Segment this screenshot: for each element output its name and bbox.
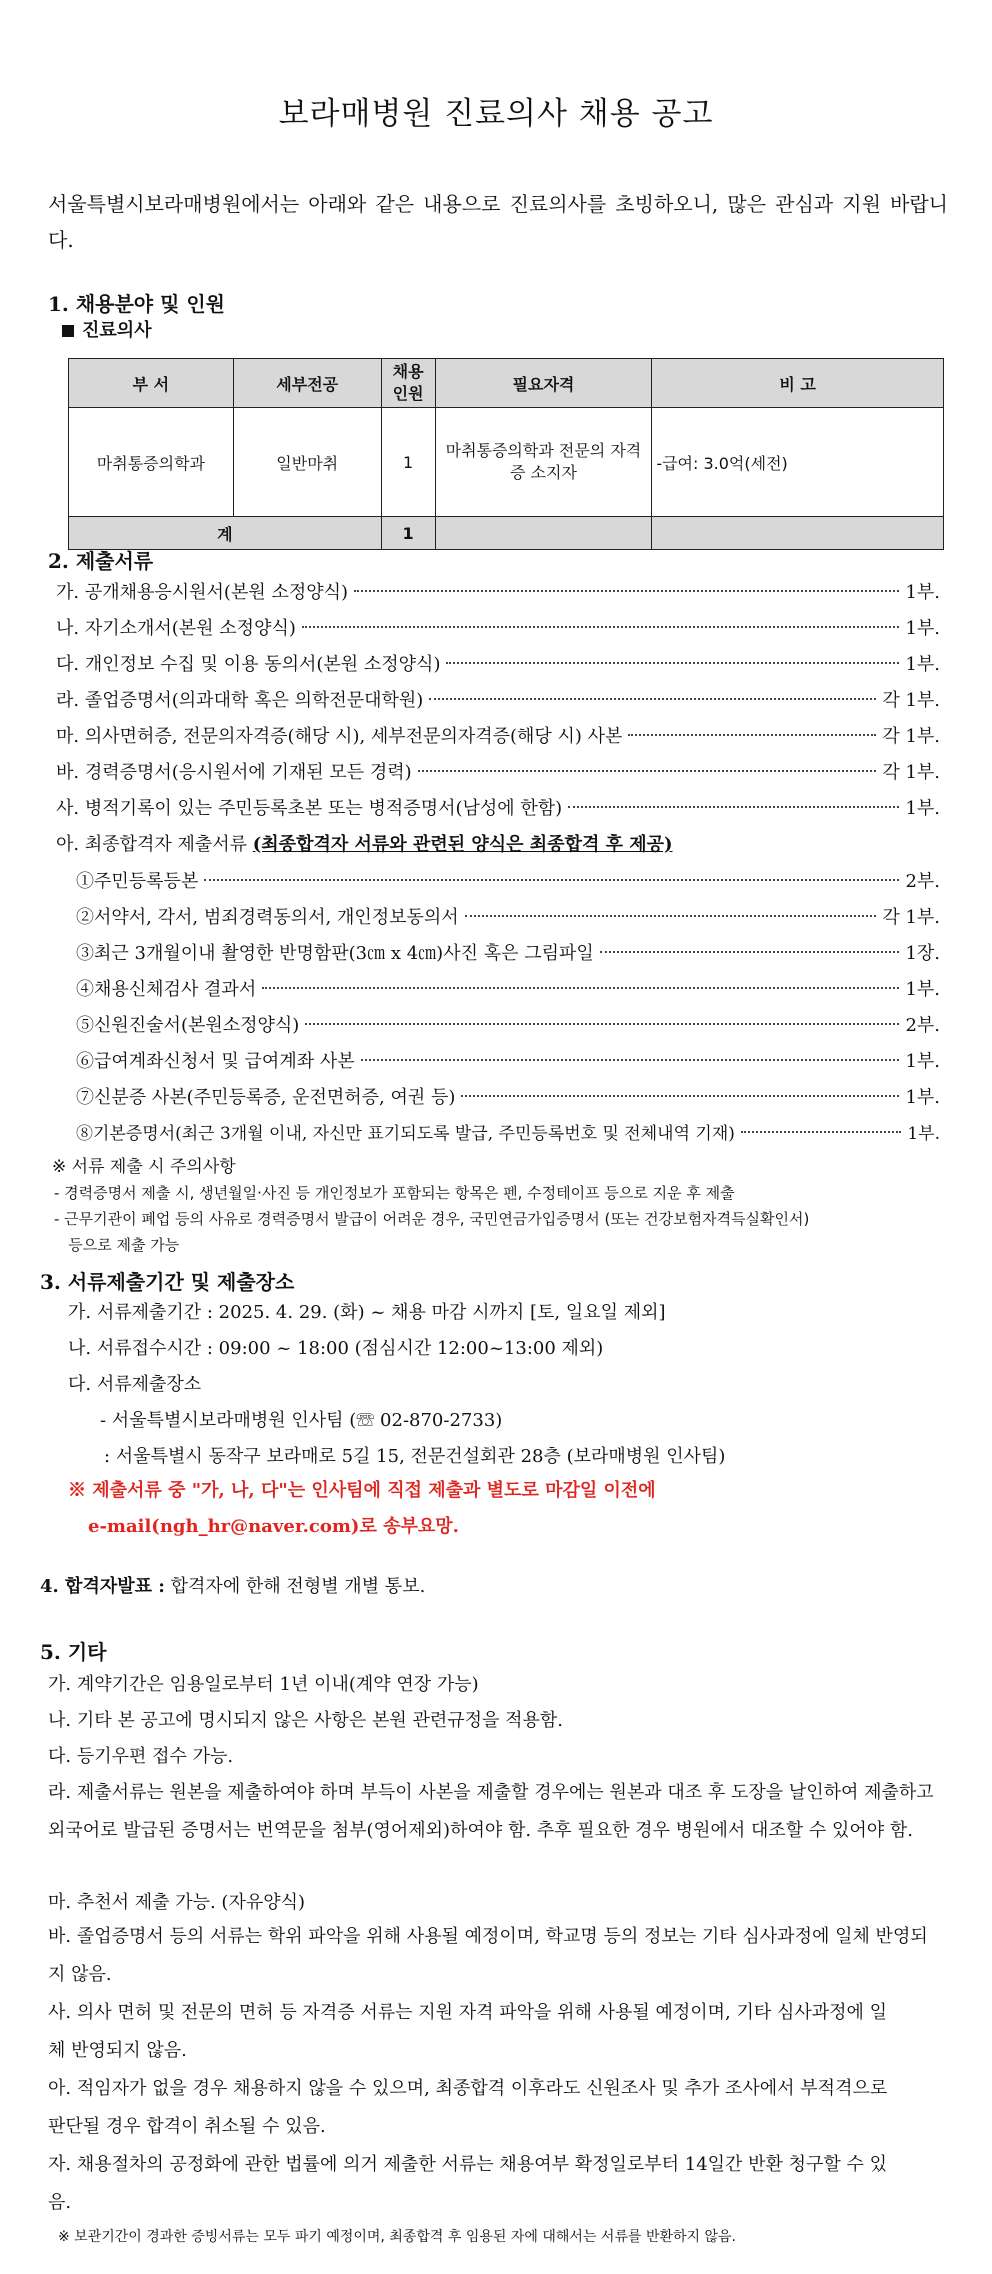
doc-item-label: 마. 의사면허증, 전문의자격증(해당 시), 세부전문의자격증(해당 시) 사본 bbox=[56, 726, 623, 747]
leader-dots bbox=[461, 1095, 899, 1097]
col-header-qualification: 필요자격 bbox=[435, 359, 652, 408]
leader-dots bbox=[418, 770, 877, 772]
total-empty-cell bbox=[652, 517, 944, 550]
doc-item-count: 1부. bbox=[905, 654, 940, 675]
submit-period: 가. 서류제출기간 : 2025. 4. 29. (화) ~ 채용 마감 시까지 [토, 일요일 제외] bbox=[68, 1302, 666, 1323]
submit-hours: 나. 서류접수시간 : 09:00 ~ 18:00 (점심시간 12:00~13:00 제외) bbox=[68, 1338, 604, 1359]
final-doc-item bbox=[76, 975, 940, 1005]
final-docs-heading bbox=[56, 830, 673, 860]
section4 bbox=[40, 1572, 425, 1602]
note-line: - 경력증명서 제출 시, 생년월일·사진 등 개인정보가 포함되는 항목은 펜, 수정테이프 등으로 지운 후 제출 bbox=[54, 1184, 735, 1202]
leader-dots bbox=[429, 698, 876, 700]
final-doc-label: ④채용신체검사 결과서 bbox=[76, 979, 257, 1000]
table-row bbox=[69, 408, 944, 517]
leader-dots bbox=[600, 951, 900, 953]
doc-item-count: 각 1부. bbox=[882, 726, 940, 747]
doc-item bbox=[56, 794, 940, 824]
total-label: 계 bbox=[69, 517, 382, 550]
recruitment-table bbox=[68, 358, 944, 550]
final-doc-label: ①주민등록등본 bbox=[76, 871, 199, 892]
leader-dots bbox=[361, 1059, 900, 1061]
doc-item-count: 각 1부. bbox=[882, 690, 940, 711]
doc-item-label: 가. 공개채용응시원서(본원 소정양식) bbox=[56, 582, 349, 603]
section4-text: 합격자에 한해 전형별 개별 통보. bbox=[170, 1576, 426, 1597]
final-doc-count: 1부. bbox=[905, 979, 940, 1000]
doc-item bbox=[56, 650, 940, 680]
leader-dots bbox=[204, 879, 899, 881]
note-line: 등으로 제출 가능 bbox=[54, 1236, 180, 1254]
doc-item-label: 바. 경력증명서(응시원서에 기재된 모든 경력) bbox=[56, 762, 412, 783]
final-doc-count: 1부. bbox=[905, 1051, 940, 1072]
submit-place-dept: - 서울특별시보라매병원 인사팀 (☏ 02-870-2733) bbox=[100, 1410, 503, 1431]
etc-item-ba: 바. 졸업증명서 등의 서류는 학위 파악을 위해 사용될 예정이며, 학교명 등의 정보는 기타 심사과정에 일체 반영되지 않음. bbox=[48, 1926, 928, 1985]
final-doc-label: ②서약서, 각서, 범죄경력동의서, 개인정보동의서 bbox=[76, 907, 459, 928]
cell-qualification: 마취통증의학과 전문의 자격증 소지자 bbox=[435, 408, 652, 517]
email-notice-address: e-mail(ngh_hr@naver.com)로 송부요망. bbox=[88, 1516, 459, 1537]
section1-heading: 1. 채용분야 및 인원 bbox=[48, 292, 226, 316]
section3-heading: 3. 서류제출기간 및 제출장소 bbox=[40, 1270, 295, 1294]
final-doc-label: ⑥급여계좌신청서 및 급여계좌 사본 bbox=[76, 1051, 355, 1072]
cell-remarks: -급여: 3.0억(세전) bbox=[652, 408, 944, 517]
table-header-row bbox=[69, 359, 944, 408]
notes-heading: ※ 서류 제출 시 주의사항 bbox=[52, 1157, 236, 1177]
doc-item-count: 각 1부. bbox=[882, 762, 940, 783]
cell-dept: 마취통증의학과 bbox=[69, 408, 234, 517]
etc-item-ma: 마. 추천서 제출 가능. (자유양식) bbox=[48, 1892, 306, 1913]
total-empty-cell bbox=[435, 517, 652, 550]
col-header-specialty: 세부전공 bbox=[233, 359, 381, 408]
leader-dots bbox=[628, 734, 876, 736]
total-value: 1 bbox=[381, 517, 435, 550]
section4-heading: 4. 합격자발표 : bbox=[40, 1576, 165, 1597]
subheading-text: 진료의사 bbox=[82, 320, 152, 341]
final-doc-count: 1부. bbox=[905, 1087, 940, 1108]
etc-item-sa: 사. 의사 면허 및 전문의 면허 등 자격증 서류는 지원 자격 파악을 위해 사용될 예정이며, 기타 심사과정에 일체 반영되지 않음. bbox=[48, 2002, 888, 2061]
doc-item bbox=[56, 758, 940, 788]
final-doc-item bbox=[76, 1011, 940, 1041]
final-doc-item bbox=[76, 1047, 940, 1077]
doc-item-count: 1부. bbox=[905, 582, 940, 603]
final-doc-label: ⑦신분증 사본(주민등록증, 운전면허증, 여권 등) bbox=[76, 1087, 456, 1108]
leader-dots bbox=[262, 987, 899, 989]
etc-item-ja: 자. 채용절차의 공정화에 관한 법률에 의거 제출한 서류는 채용여부 확정일로부터 14일간 반환 청구할 수 있음. bbox=[48, 2154, 888, 2213]
final-doc-label: ⑤신원진술서(본원소정양식) bbox=[76, 1015, 300, 1036]
doc-item-label: 사. 병적기록이 있는 주민등록초본 또는 병적증명서(남성에 한함) bbox=[56, 798, 563, 819]
doc-item bbox=[56, 722, 940, 752]
leader-dots bbox=[741, 1131, 901, 1133]
final-doc-count: 2부. bbox=[905, 1015, 940, 1036]
col-header-headcount: 채용 인원 bbox=[381, 359, 435, 408]
etc-item-ra: 라. 제출서류는 원본을 제출하여야 하며 부득이 사본을 제출할 경우에는 원본과 대조 후 도장을 날인하여 제출하고 외국어로 발급된 증명서는 번역문을 첨부(영어제외)하여야 함. 추후 필요한 경우 병원에서 대조할 수 있어야 함. bbox=[48, 1782, 934, 1841]
final-doc-label: ③최근 3개월이내 촬영한 반명함판(3㎝ x 4㎝)사진 혹은 그림파일 bbox=[76, 943, 594, 964]
col-header-dept: 부 서 bbox=[69, 359, 234, 408]
leader-dots bbox=[568, 806, 899, 808]
doc-item bbox=[56, 614, 940, 644]
cell-specialty: 일반마취 bbox=[233, 408, 381, 517]
final-doc-item bbox=[76, 903, 940, 933]
section2-heading: 2. 제출서류 bbox=[48, 549, 154, 573]
final-doc-count: 각 1부. bbox=[882, 907, 940, 928]
final-doc-item bbox=[76, 867, 940, 897]
submit-place-address: : 서울특별시 동작구 보라매로 5길 15, 전문건설회관 28층 (보라매병원 인사팀) bbox=[104, 1446, 726, 1467]
footnote: ※ 보관기간이 경과한 증빙서류는 모두 파기 예정이며, 최종합격 후 임용된 자에 대해서는 서류를 반환하지 않음. bbox=[58, 2229, 736, 2245]
etc-item-ga: 가. 계약기간은 임용일로부터 1년 이내(계약 연장 가능) bbox=[48, 1674, 479, 1695]
intro-paragraph: 서울특별시보라매병원에서는 아래와 같은 내용으로 진료의사를 초빙하오니, 많은 관심과 지원 바랍니다. bbox=[48, 192, 948, 252]
table-total-row bbox=[69, 517, 944, 550]
section1-subheading bbox=[62, 316, 152, 342]
section5-heading: 5. 기타 bbox=[40, 1640, 107, 1664]
leader-dots bbox=[446, 662, 899, 664]
final-doc-item bbox=[76, 1083, 940, 1113]
email-notice: ※ 제출서류 중 "가, 나, 다"는 인사팀에 직접 제출과 별도로 마감일 이전에 bbox=[68, 1480, 656, 1501]
final-docs-label: 아. 최종합격자 제출서류 bbox=[56, 834, 248, 855]
square-bullet-icon bbox=[62, 325, 74, 337]
doc-item-label: 라. 졸업증명서(의과대학 혹은 의학전문대학원) bbox=[56, 690, 424, 711]
etc-item-da: 다. 등기우편 접수 가능. bbox=[48, 1746, 234, 1767]
cell-headcount: 1 bbox=[381, 408, 435, 517]
page-title: 보라매병원 진료의사 채용 공고 bbox=[278, 96, 714, 132]
doc-item bbox=[56, 578, 940, 608]
final-doc-count: 2부. bbox=[905, 871, 940, 892]
note-line: - 근무기관이 폐업 등의 사유로 경력증명서 발급이 어려운 경우, 국민연금가입증명서 (또는 건강보험자격득실확인서) bbox=[54, 1210, 810, 1228]
doc-item bbox=[56, 686, 940, 716]
final-doc-count: 1부. bbox=[907, 1124, 940, 1144]
leader-dots bbox=[465, 915, 877, 917]
doc-item-label: 나. 자기소개서(본원 소정양식) bbox=[56, 618, 296, 639]
col-header-remarks: 비 고 bbox=[652, 359, 944, 408]
final-doc-label: ⑧기본증명서(최근 3개월 이내, 자신만 표기되도록 발급, 주민등록번호 및 전체내역 기재) bbox=[76, 1124, 735, 1144]
doc-item-count: 1부. bbox=[905, 798, 940, 819]
submit-place-label: 다. 서류제출장소 bbox=[68, 1374, 202, 1395]
leader-dots bbox=[305, 1023, 899, 1025]
leader-dots bbox=[354, 590, 899, 592]
final-doc-count: 1장. bbox=[905, 943, 940, 964]
etc-item-na: 나. 기타 본 공고에 명시되지 않은 사항은 본원 관련규정을 적용함. bbox=[48, 1710, 564, 1731]
final-docs-note: (최종합격자 서류와 관련된 양식은 최종합격 후 제공) bbox=[252, 834, 673, 855]
doc-item-label: 다. 개인정보 수집 및 이용 동의서(본원 소정양식) bbox=[56, 654, 441, 675]
leader-dots bbox=[302, 626, 900, 628]
final-doc-item bbox=[76, 939, 940, 969]
doc-item-count: 1부. bbox=[905, 618, 940, 639]
etc-item-a: 아. 적임자가 없을 경우 채용하지 않을 수 있으며, 최종합격 이후라도 신원조사 및 추가 조사에서 부적격으로 판단될 경우 합격이 취소될 수 있음. bbox=[48, 2078, 888, 2137]
final-doc-item bbox=[76, 1119, 940, 1149]
